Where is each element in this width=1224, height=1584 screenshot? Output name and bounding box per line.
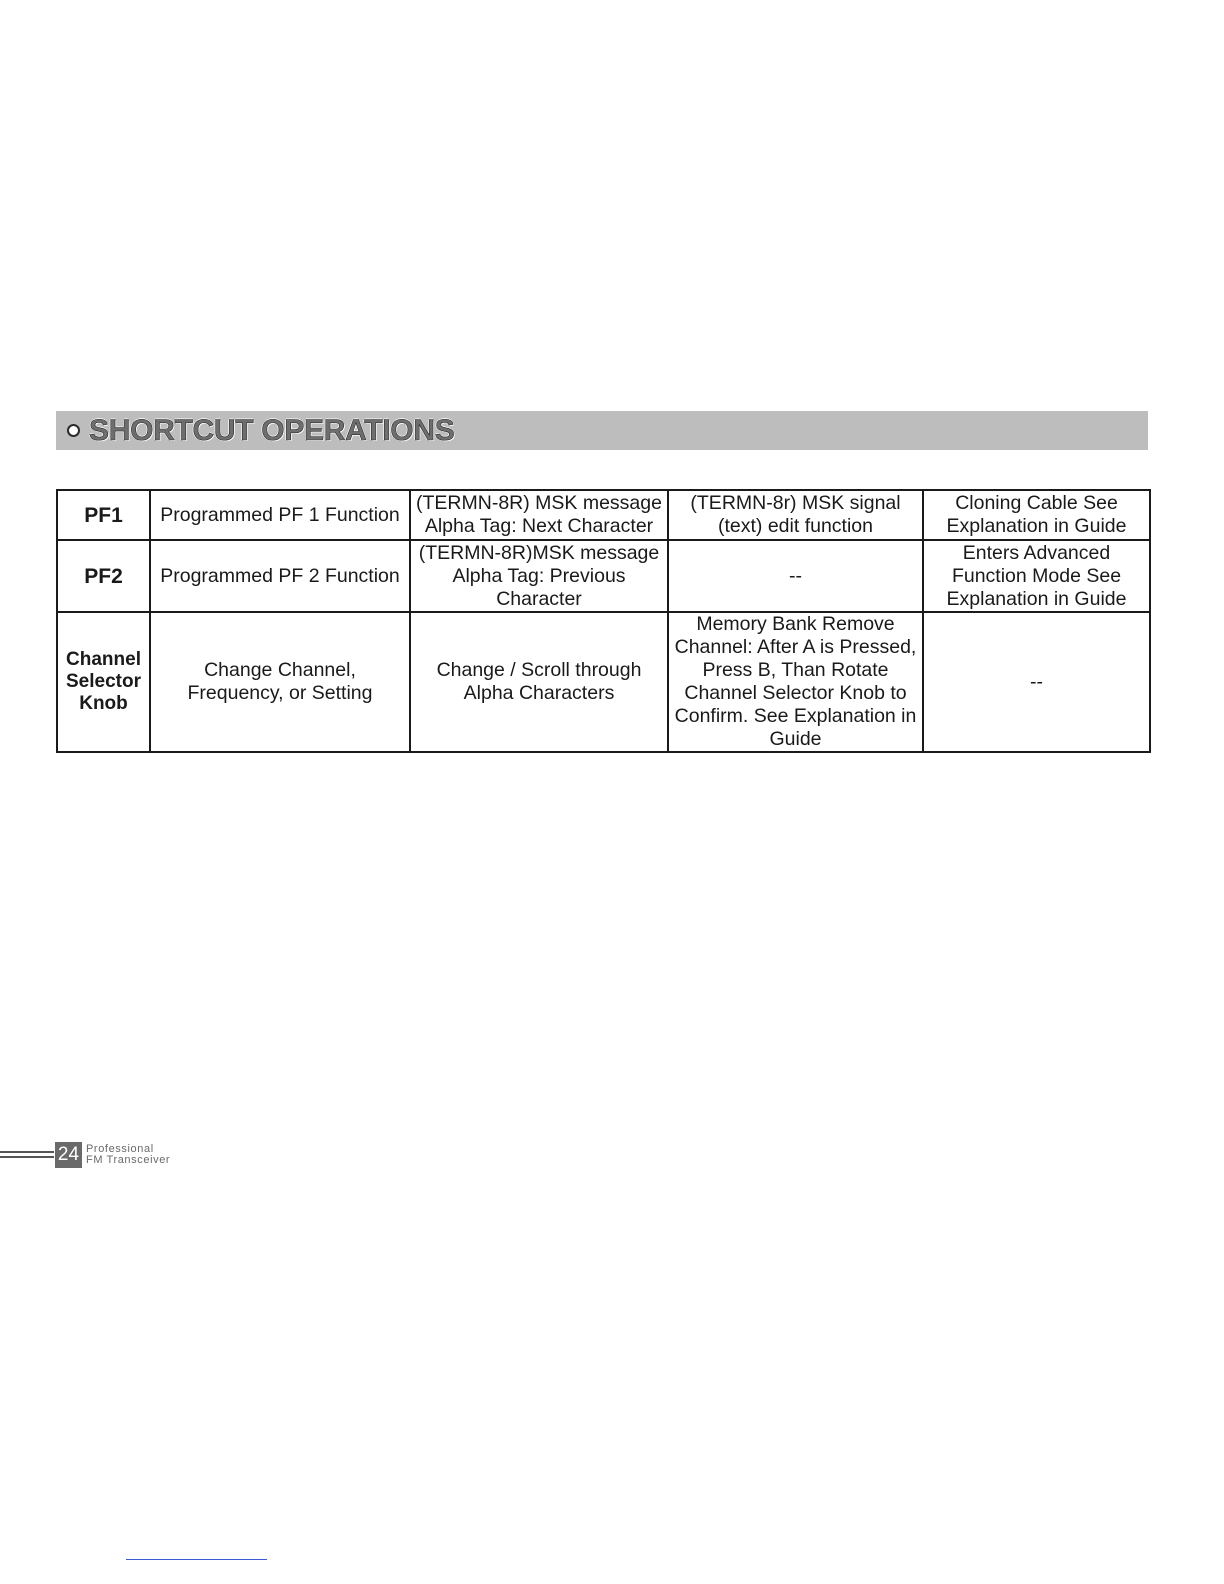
table-cell: (TERMN-8R) MSK message Alpha Tag: Next Character <box>410 490 668 540</box>
table-cell: Enters Advanced Function Mode See Explanation in Guide <box>923 540 1150 612</box>
table-cell: -- <box>668 540 923 612</box>
circle-bullet-icon <box>67 424 80 437</box>
footer-rule <box>0 1151 54 1153</box>
section-title: SHORTCUT OPERATIONS <box>89 414 455 447</box>
table-cell: Programmed PF 1 Function <box>150 490 410 540</box>
table-cell: Memory Bank Remove Channel: After A is Pressed, Press B, Than Rotate Channel Selector Knob to Confirm. See Explanation in Guide <box>668 612 923 752</box>
table-row-channel-selector-knob <box>57 612 1150 752</box>
table-cell: (TERMN-8R)MSK message Alpha Tag: Previous Character <box>410 540 668 612</box>
row-key-cell: PF1 <box>57 490 150 540</box>
table-cell: Programmed PF 2 Function <box>150 540 410 612</box>
bottom-divider <box>126 1559 267 1560</box>
table-cell: (TERMN-8r) MSK signal (text) edit function <box>668 490 923 540</box>
row-key-cell: PF2 <box>57 540 150 612</box>
table-row-pf2 <box>57 540 1150 612</box>
page-footer <box>0 1142 220 1168</box>
footer-product-line-1: Professional <box>86 1143 154 1155</box>
footer-rule <box>0 1156 54 1158</box>
table-cell: Change Channel, Frequency, or Setting <box>150 612 410 752</box>
table-cell: Cloning Cable See Explanation in Guide <box>923 490 1150 540</box>
shortcut-operations-table <box>56 489 1151 753</box>
row-key-cell: Channel Selector Knob <box>57 612 150 752</box>
table-cell: Change / Scroll through Alpha Characters <box>410 612 668 752</box>
section-header-bar <box>56 411 1148 450</box>
table-cell: -- <box>923 612 1150 752</box>
footer-product-line-2: FM Transceiver <box>86 1154 171 1166</box>
table-row-pf1 <box>57 490 1150 540</box>
page-number: 24 <box>55 1142 82 1168</box>
